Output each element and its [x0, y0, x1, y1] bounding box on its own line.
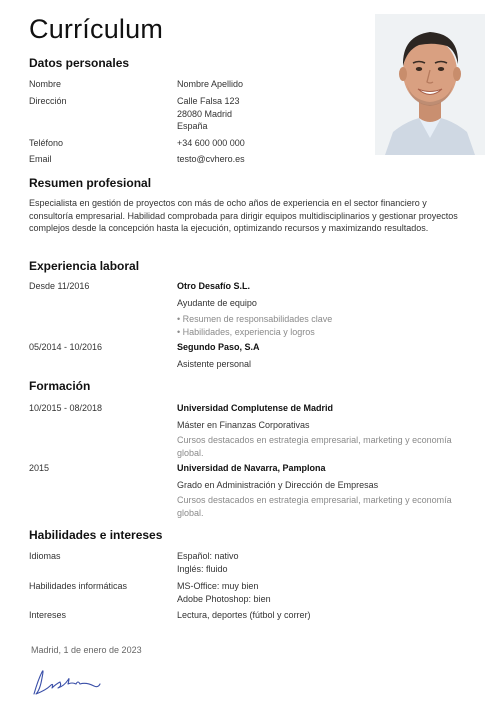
summary-text: Especialista en gestión de proyectos con más de ocho años de experiencia en el sector financiero y consultoría empresarial. Habilidad comprobada para dirigir equipos multidisciplinarios y gestionar proyectos complejos desde la concepción hasta la ejecución, optimizando recursos y maximizando resultados.	[29, 198, 458, 234]
address-line-3: España	[177, 121, 208, 131]
experience-1-company: Otro Desafío S.L.	[177, 281, 251, 291]
interests-label: Intereses	[29, 610, 67, 620]
education-1-degree: Máster en Finanzas Corporativas	[177, 420, 310, 430]
experience-1-bullets	[177, 313, 332, 338]
education-1-note: Cursos destacados en estrategia empresarial, marketing y economía global.	[177, 435, 452, 458]
phone-label: Teléfono	[29, 138, 64, 148]
languages-line-2: Inglés: fluido	[177, 563, 228, 574]
section-heading-summary: Resumen profesional	[29, 176, 152, 190]
experience-2-dates: 05/2014 - 10/2016	[29, 342, 103, 352]
experience-1-role: Ayudante de equipo	[177, 298, 257, 308]
portrait-illustration	[375, 14, 485, 155]
experience-2-company: Segundo Paso, S.A	[177, 342, 260, 352]
address-line-1: Calle Falsa 123	[177, 96, 240, 106]
education-1-dates: 10/2015 - 08/2018	[29, 403, 103, 413]
education-1-school: Universidad Complutense de Madrid	[177, 403, 334, 413]
experience-1-dates: Desde 11/2016	[29, 281, 90, 291]
place-date: Madrid, 1 de enero de 2023	[31, 645, 142, 655]
section-heading-personal: Datos personales	[29, 56, 130, 70]
section-heading-experience: Experiencia laboral	[29, 259, 140, 273]
email-label: Email	[29, 154, 52, 164]
address-label: Dirección	[29, 96, 67, 106]
name-label: Nombre	[29, 79, 62, 89]
education-2-dates: 2015	[29, 463, 50, 473]
name-value: Nombre Apellido	[177, 79, 244, 89]
it-skills-line-1: MS-Office: muy bien	[177, 581, 259, 591]
list-item: • Habilidades, experiencia y logros	[177, 326, 332, 339]
education-2-school: Universidad de Navarra, Pamplona	[177, 463, 326, 473]
languages-line-1: Español: nativo	[177, 551, 239, 561]
it-skills-line-2: Adobe Photoshop: bien	[177, 593, 271, 604]
profile-photo	[375, 14, 485, 155]
education-2-degree: Grado en Administración y Dirección de Empresas	[177, 480, 379, 490]
section-heading-skills: Habilidades e intereses	[29, 528, 163, 542]
address-line-2: 28080 Madrid	[177, 108, 233, 119]
experience-2-role: Asistente personal	[177, 359, 252, 369]
interests-value: Lectura, deportes (fútbol y correr)	[177, 610, 311, 620]
it-skills-label: Habilidades informáticas	[29, 581, 128, 591]
email-value[interactable]: testo@cvhero.es	[177, 154, 245, 164]
page-title: Currículum	[29, 14, 164, 44]
phone-value: +34 600 000 000	[177, 138, 245, 148]
signature-icon	[28, 660, 108, 700]
list-item: • Resumen de responsabilidades clave	[177, 313, 332, 326]
section-heading-education: Formación	[29, 379, 91, 393]
languages-label: Idiomas	[29, 551, 61, 561]
education-2-note: Cursos destacados en estrategia empresarial, marketing y economía global.	[177, 495, 452, 518]
